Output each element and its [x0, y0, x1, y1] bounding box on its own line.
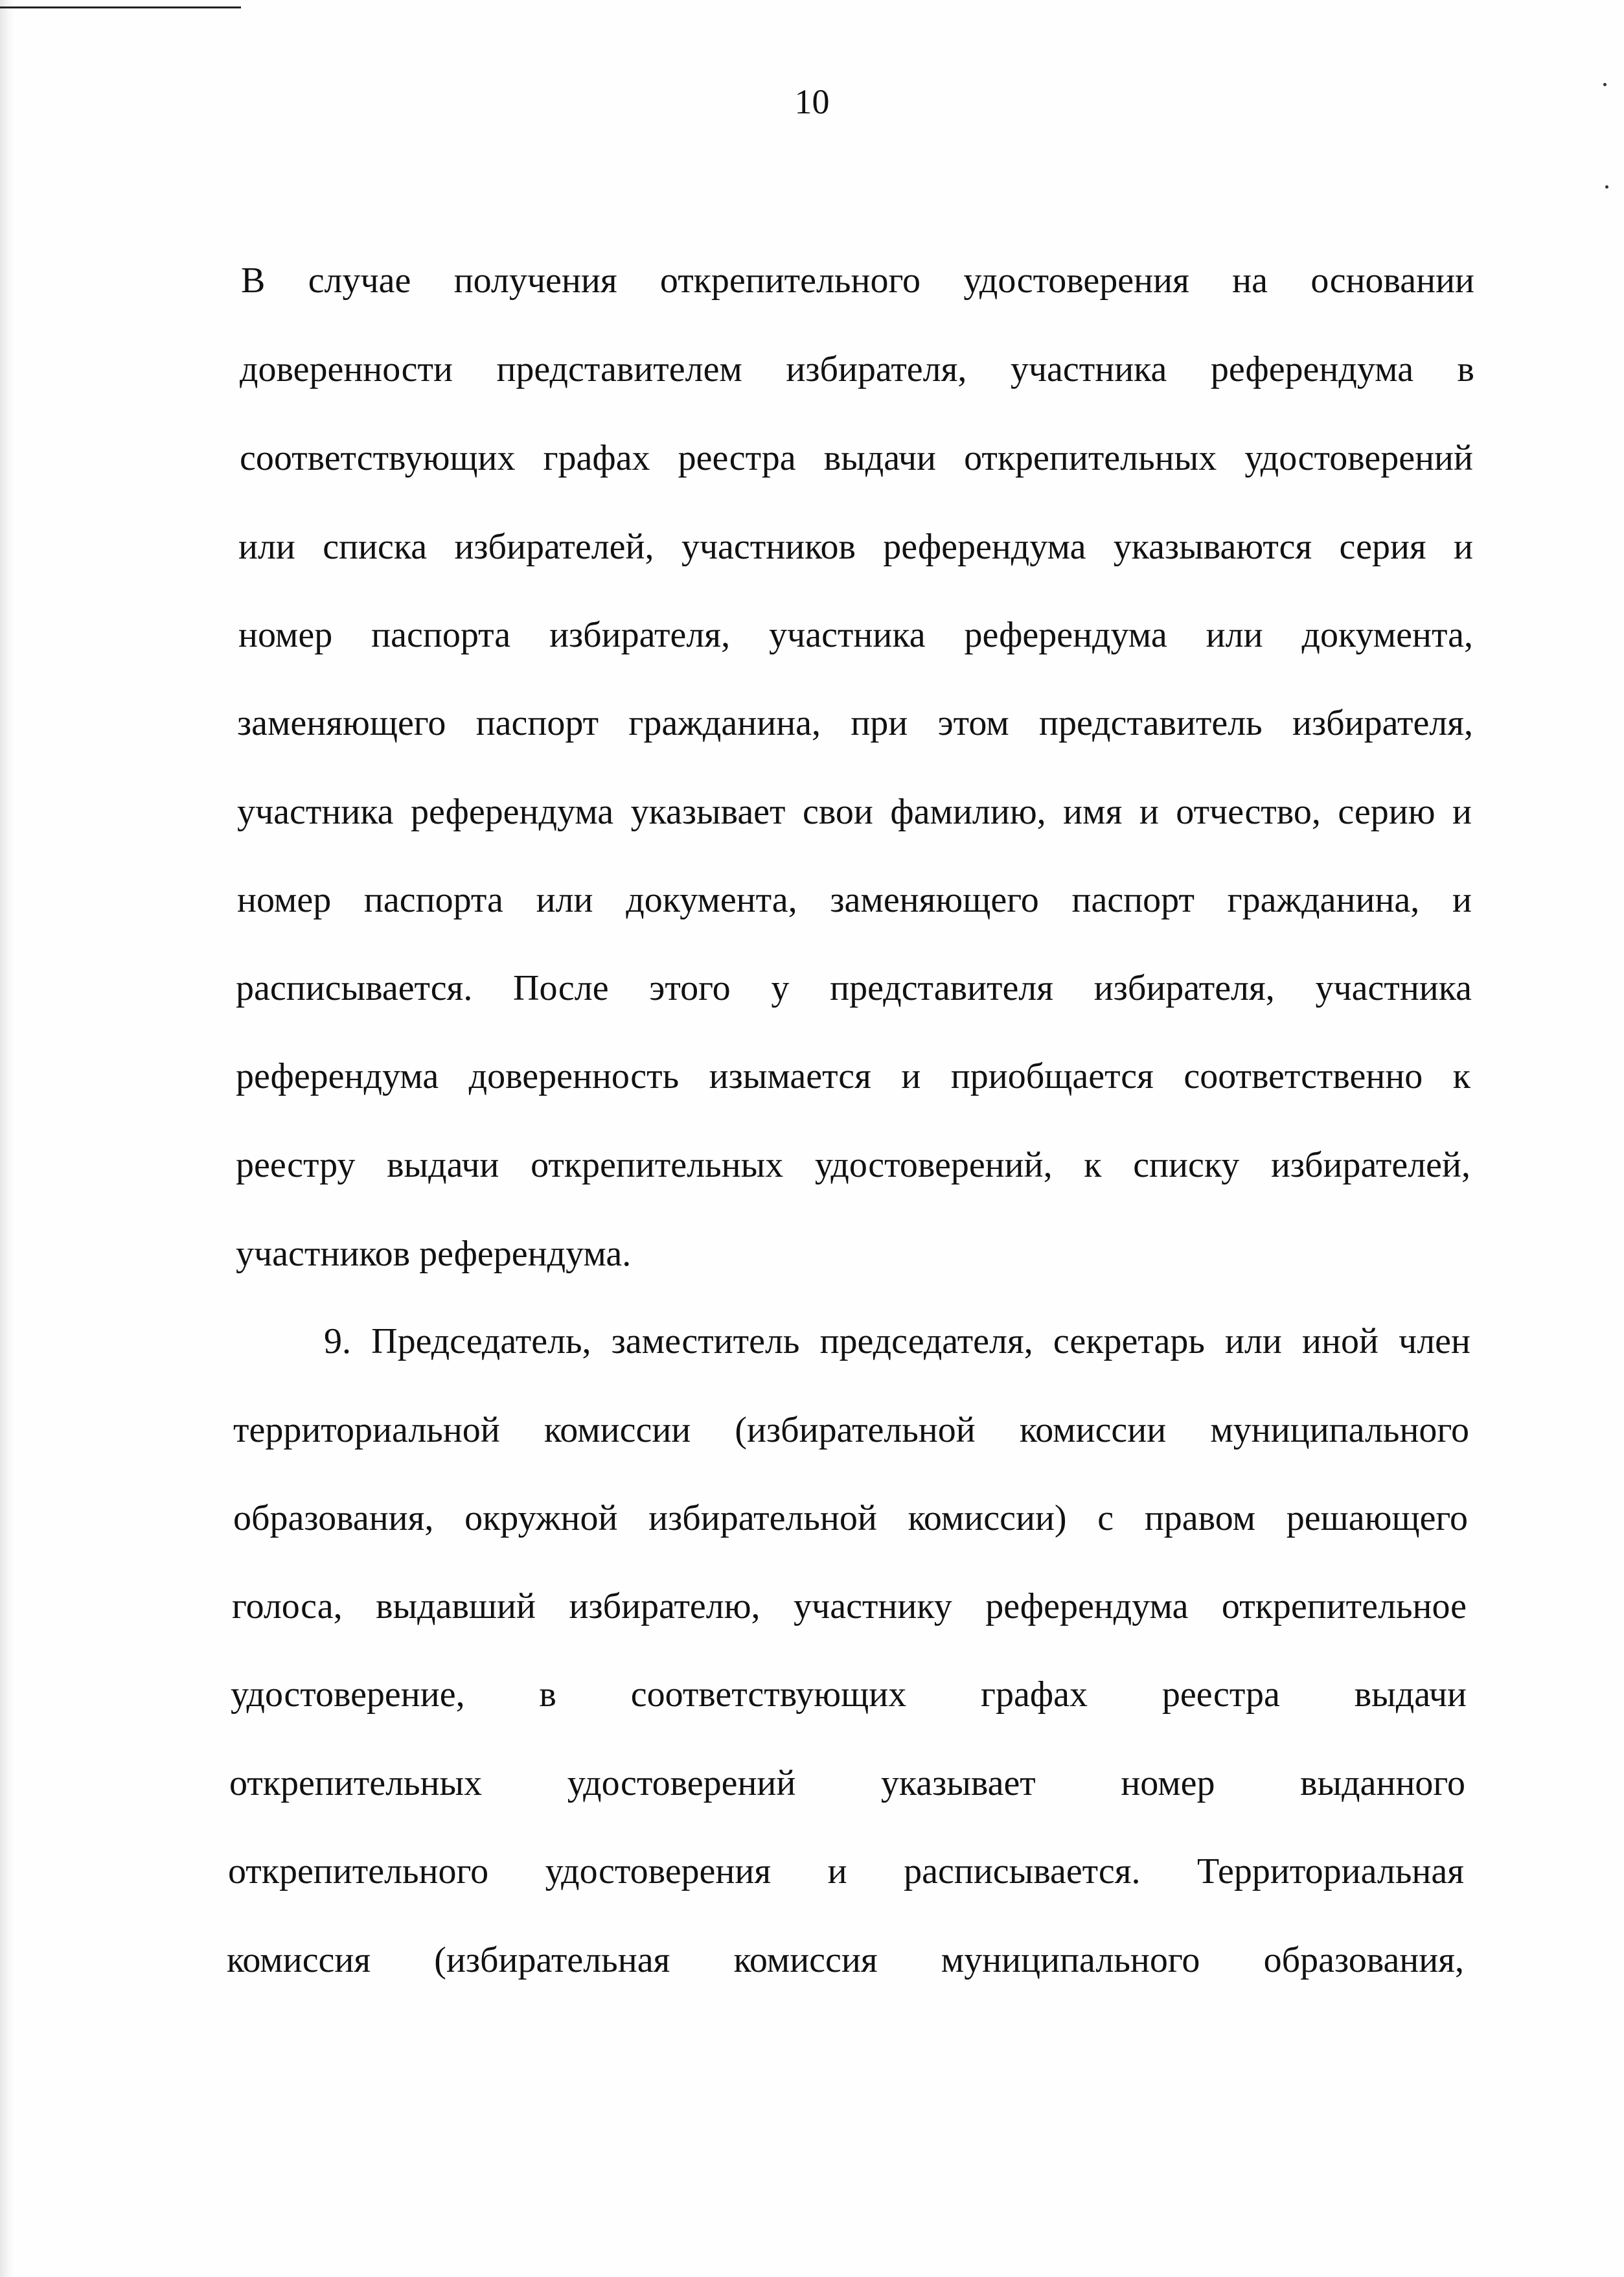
text-line: открепительного удостоверения и расписывается. Территориальная	[228, 1851, 1464, 1891]
text-line: комиссия (избирательная комиссия муниципального образования,	[227, 1940, 1464, 1980]
text-line: открепительных удостоверений указывает номер выданного	[229, 1763, 1465, 1803]
text-line: номер паспорта или документа, заменяющего паспорт гражданина, и	[237, 880, 1472, 920]
page-number: 10	[794, 82, 830, 121]
top-rule	[0, 6, 241, 8]
text-line: номер паспорта избирателя, участника референдума или документа,	[238, 615, 1473, 655]
text-line: соответствующих графах реестра выдачи открепительных удостоверений	[240, 438, 1473, 478]
scan-edge-shadow	[0, 0, 14, 2277]
text-line: или списка избирателей, участников референдума указываются серия и	[238, 527, 1473, 567]
text-line: 9. Председатель, заместитель председателя, секретарь или иной член	[324, 1321, 1470, 1361]
text-line: В случае получения открепительного удостоверения на основании	[241, 260, 1474, 301]
text-line-last: участников референдума.	[236, 1234, 632, 1274]
text-line: референдума доверенность изымается и приобщается соответственно к	[236, 1056, 1470, 1096]
text-line: доверенности представителем избирателя, участника референдума в	[240, 349, 1474, 389]
text-line: заменяющего паспорт гражданина, при этом представитель избирателя,	[237, 703, 1473, 743]
text-line: расписывается. После этого у представителя избирателя, участника	[236, 968, 1472, 1008]
text-line: голоса, выдавший избирателю, участнику референдума открепительное	[232, 1586, 1467, 1626]
text-line: территориальной комиссии (избирательной комиссии муниципального	[233, 1410, 1469, 1450]
text-line: реестру выдачи открепительных удостоверений, к списку избирателей,	[236, 1145, 1470, 1185]
text-line: участника референдума указывает свои фамилию, имя и отчество, серию и	[237, 792, 1472, 832]
text-line: образования, окружной избирательной комиссии) с правом решающего	[233, 1498, 1468, 1538]
text-line: удостоверение, в соответствующих графах реестра выдачи	[231, 1674, 1467, 1715]
scan-speck	[1605, 185, 1608, 189]
